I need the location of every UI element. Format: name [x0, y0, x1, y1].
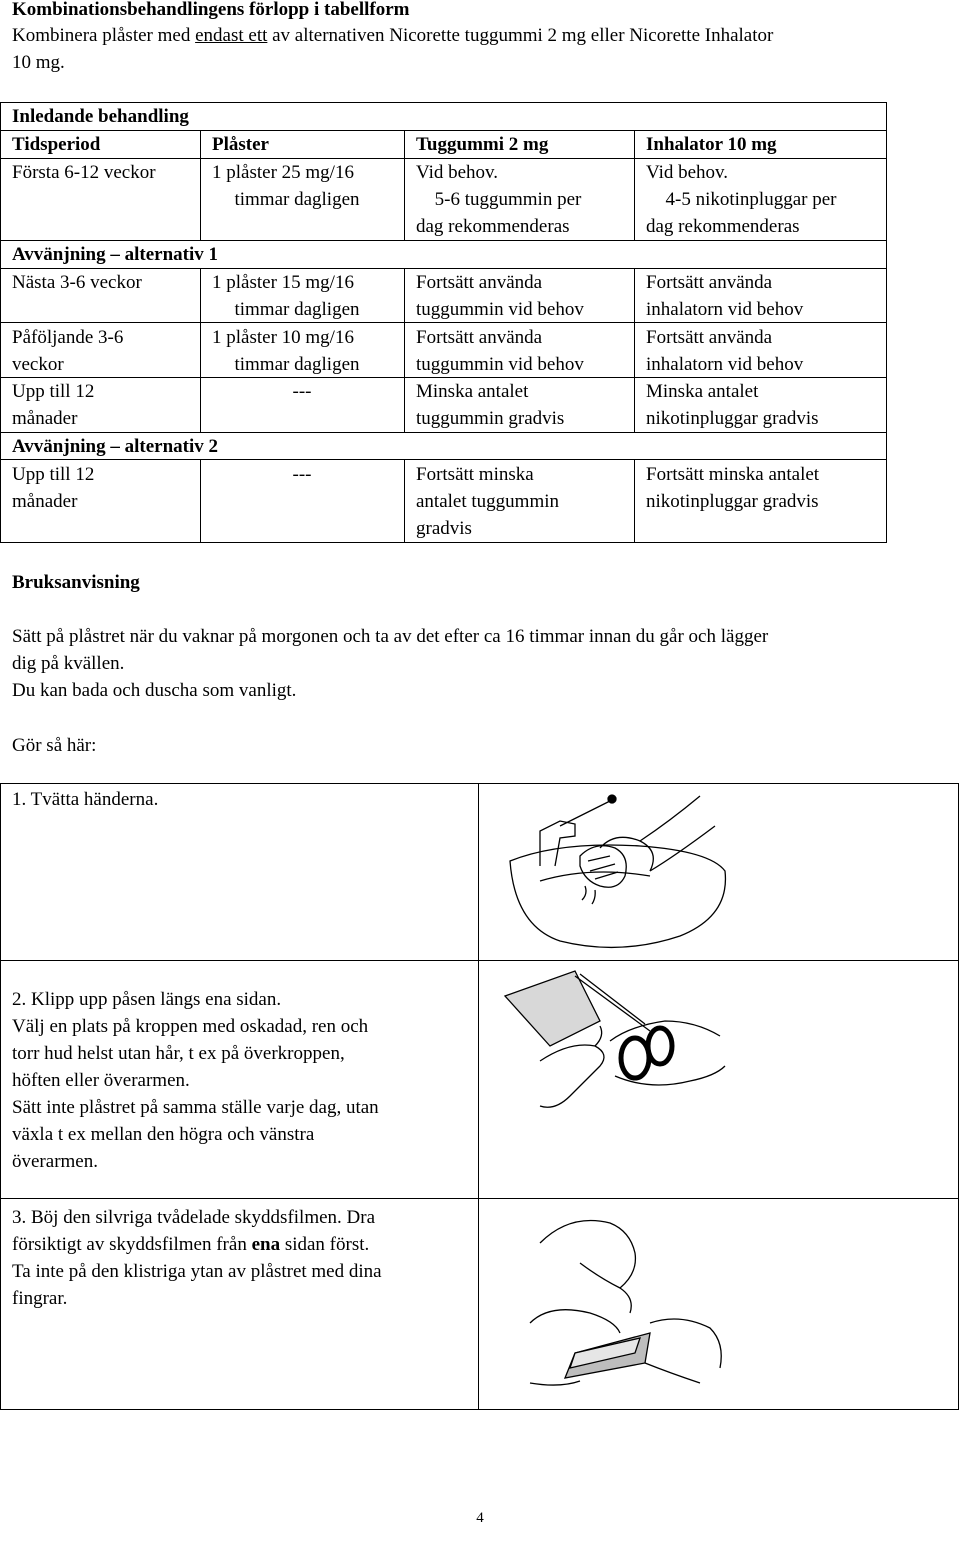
col-header-period: Tidsperiod — [12, 134, 101, 155]
row2-gum-l1: Fortsätt använda — [416, 272, 543, 293]
page-title: Kombinationsbehandlingens förlopp i tabellform — [12, 0, 410, 20]
row4-inhaler-l2: nikotinpluggar gradvis — [646, 408, 819, 429]
row1-gum-l1: Vid behov. — [416, 162, 499, 183]
row4-period-l2: månader — [12, 408, 78, 429]
row3-inhaler-l2: inhalatorn vid behov — [646, 354, 804, 375]
row1-period: Första 6-12 veckor — [12, 162, 156, 183]
row2-gum-l2: tuggummin vid behov — [416, 299, 584, 320]
col-header-gum: Tuggummi 2 mg — [416, 134, 549, 155]
row5-gum-l3: gradvis — [416, 518, 472, 539]
emphasis-one-side: ena — [251, 1234, 281, 1255]
step-2-line-7: överarmen. — [12, 1151, 98, 1172]
row1-patch-l2: timmar dagligen — [234, 189, 360, 210]
row5-period-l2: månader — [12, 491, 78, 512]
step-3-line-2: försiktigt av skyddsfilmen från ena sidan först. — [12, 1234, 370, 1255]
step-2-line-2: Välj en plats på kroppen med oskadad, ren och — [12, 1016, 369, 1037]
step-2-line-1: 2. Klipp upp påsen längs ena sidan. — [12, 989, 282, 1010]
row2-inhaler-l1: Fortsätt använda — [646, 272, 773, 293]
step-3-line-4: fingrar. — [12, 1288, 68, 1309]
row5-patch: --- — [292, 464, 312, 485]
row3-gum-l1: Fortsätt använda — [416, 327, 543, 348]
step-2-line-6: växla t ex mellan den högra och vänstra — [12, 1124, 315, 1145]
step-2-line-5: Sätt inte plåstret på samma ställe varje dag, utan — [12, 1097, 379, 1118]
row3-period-l1: Påföljande 3-6 — [12, 327, 124, 348]
row2-patch-l1: 1 plåster 15 mg/16 — [212, 272, 354, 293]
section-initial-treatment: Inledande behandling — [12, 106, 189, 127]
how-to-label: Gör så här: — [12, 735, 97, 756]
row5-gum-l1: Fortsätt minska — [416, 464, 534, 485]
intro-line-1: Kombinera plåster med endast ett av alternativen Nicorette tuggummi 2 mg eller Nicorette Inhalator — [12, 25, 774, 46]
instructions-heading: Bruksanvisning — [12, 572, 140, 593]
row4-inhaler-l1: Minska antalet — [646, 381, 759, 402]
step-3-line-3: Ta inte på den klistriga ytan av plåstret med dina — [12, 1261, 382, 1282]
intro-line-2: 10 mg. — [12, 52, 65, 73]
row2-period: Nästa 3-6 veckor — [12, 272, 142, 293]
row5-inhaler-l1: Fortsätt minska antalet — [646, 464, 820, 485]
step-1-text: 1. Tvätta händerna. — [12, 789, 159, 810]
step-3-line-1: 3. Böj den silvriga tvådelade skyddsfilmen. Dra — [12, 1207, 376, 1228]
row4-gum-l1: Minska antalet — [416, 381, 529, 402]
step-2-line-3: torr hud helst utan hår, t ex på överkroppen, — [12, 1043, 345, 1064]
step-2-line-4: höften eller överarmen. — [12, 1070, 190, 1091]
row2-patch-l2: timmar dagligen — [234, 299, 360, 320]
section-weaning-alt2: Avvänjning – alternativ 2 — [12, 436, 219, 457]
row1-inhaler-l1: Vid behov. — [646, 162, 729, 183]
row1-gum-l2: 5-6 tuggummin per — [434, 189, 582, 210]
row3-patch-l2: timmar dagligen — [234, 354, 360, 375]
instructions-p1-l1: Sätt på plåstret när du vaknar på morgonen och ta av det efter ca 16 timmar innan du går och lägger — [12, 626, 769, 647]
col-header-patch: Plåster — [212, 134, 269, 155]
emphasis-only-one: endast ett — [195, 25, 268, 46]
treatment-table — [0, 102, 886, 542]
instructions-p2: Du kan bada och duscha som vanligt. — [12, 680, 297, 701]
row1-patch-l1: 1 plåster 25 mg/16 — [212, 162, 354, 183]
peeling-film-illustration — [520, 1203, 730, 1393]
row4-period-l1: Upp till 12 — [12, 381, 95, 402]
row1-inhaler-l2: 4-5 nikotinpluggar per — [665, 189, 837, 210]
row1-inhaler-l3: dag rekommenderas — [646, 216, 800, 237]
steps-table — [0, 783, 958, 1409]
section-weaning-alt1: Avvänjning – alternativ 1 — [12, 244, 219, 265]
cutting-pouch-illustration — [500, 966, 730, 1116]
row1-gum-l3: dag rekommenderas — [416, 216, 570, 237]
page-number: 4 — [476, 1510, 484, 1526]
row4-patch: --- — [292, 381, 312, 402]
row3-inhaler-l1: Fortsätt använda — [646, 327, 773, 348]
row2-inhaler-l2: inhalatorn vid behov — [646, 299, 804, 320]
row5-period-l1: Upp till 12 — [12, 464, 95, 485]
washing-hands-illustration — [500, 786, 730, 956]
col-header-inhaler: Inhalator 10 mg — [646, 134, 777, 155]
row3-period-l2: veckor — [12, 354, 64, 375]
instructions-p1-l2: dig på kvällen. — [12, 653, 125, 674]
row4-gum-l2: tuggummin gradvis — [416, 408, 565, 429]
row3-gum-l2: tuggummin vid behov — [416, 354, 584, 375]
row5-gum-l2: antalet tuggummin — [416, 491, 560, 512]
row3-patch-l1: 1 plåster 10 mg/16 — [212, 327, 354, 348]
row5-inhaler-l2: nikotinpluggar gradvis — [646, 491, 819, 512]
